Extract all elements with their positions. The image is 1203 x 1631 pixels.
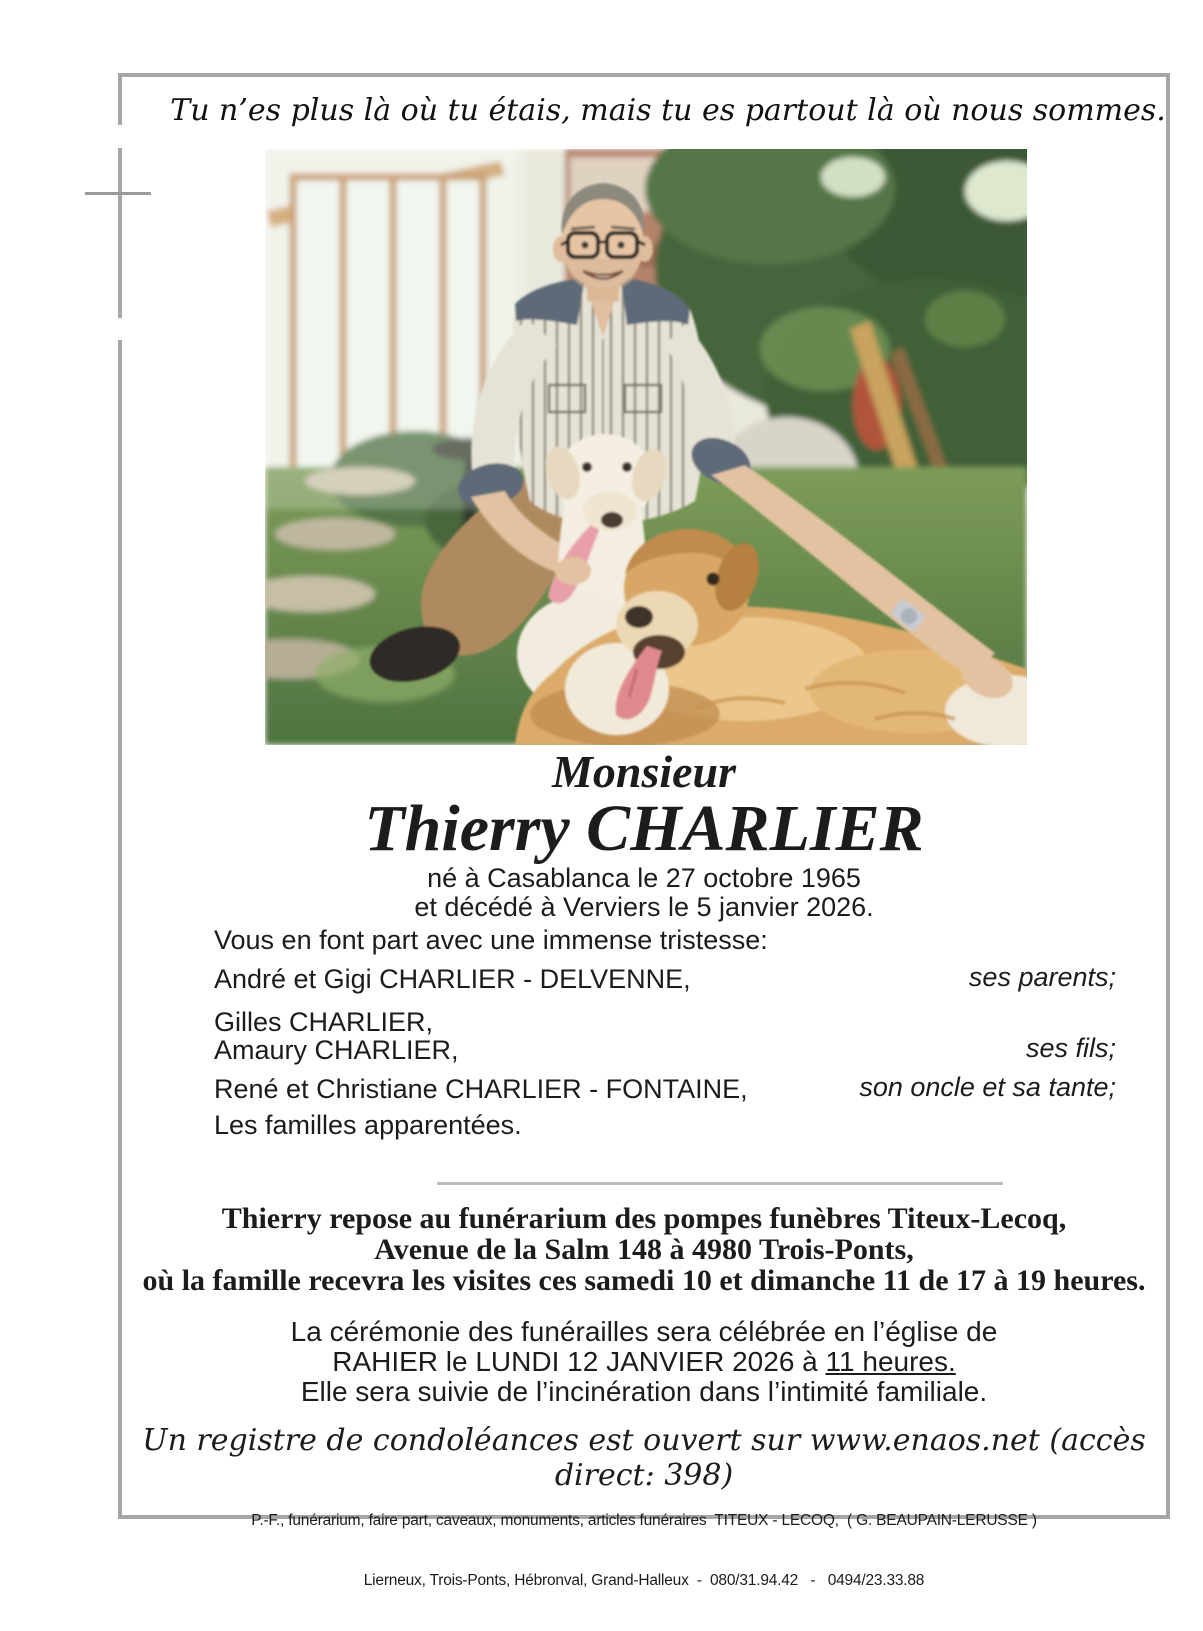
mourner-names: René et Christiane CHARLIER - FONTAINE, xyxy=(214,1074,748,1104)
ceremony-time-underlined: 11 heures. xyxy=(825,1346,956,1377)
announcement-intro: Vous en font part avec une immense tristesse: xyxy=(214,925,768,955)
family-closing: Les familles apparentées. xyxy=(214,1110,522,1140)
footer-line: P.-F., funérarium, faire part, caveaux, monuments, articles funéraires TITEUX - LECOQ, ( G. BEAUPAIN-LERUSSE ) xyxy=(251,1512,1037,1529)
section-divider xyxy=(437,1182,1003,1185)
mourner-names: Gilles CHARLIER, Amaury CHARLIER, xyxy=(214,1007,459,1065)
mourner-relation: ses parents; xyxy=(968,962,1116,992)
wake-line: Avenue de la Salm 148 à 4980 Trois-Ponts, xyxy=(374,1233,914,1266)
birth-line: né à Casablanca le 27 octobre 1965 xyxy=(427,863,861,893)
left-border-gap xyxy=(114,125,126,148)
ceremony-line: Elle sera suivie de l’incinération dans l’intimité familiale. xyxy=(300,1376,988,1407)
ceremony-line: La cérémonie des funérailles sera célébrée en l’église de xyxy=(290,1316,998,1347)
ceremony-info xyxy=(122,1317,1166,1407)
wake-line: où la famille recevra les visites ces samedi 10 et dimanche 11 de 17 à 19 heures. xyxy=(142,1264,1146,1297)
mourner-relation: ses fils; xyxy=(1025,1033,1116,1063)
footer-line: Lierneux, Trois-Ponts, Hébronval, Grand-Halleux - 080/31.94.42 - 0494/23.33.88 xyxy=(363,1572,925,1589)
mourner-names: André et Gigi CHARLIER - DELVENNE, xyxy=(214,964,691,994)
condolence-register-line: Un registre de condoléances est ouvert sur www.enaos.net (accès direct: 398) xyxy=(142,1423,1146,1493)
memorial-quote: Tu n’es plus là où tu étais, mais tu es partout là où nous sommes. xyxy=(170,93,1166,128)
mourner-row xyxy=(214,1072,1116,1103)
ceremony-line: RAHIER le LUNDI 12 JANVIER 2026 à 11 heures. xyxy=(332,1346,956,1377)
funeral-home-footer xyxy=(122,1471,1166,1631)
crop-mark xyxy=(85,192,151,195)
mourner-relation: son oncle et sa tante; xyxy=(859,1072,1116,1102)
left-border-gap xyxy=(114,318,126,340)
portrait-photo xyxy=(265,149,1027,745)
deceased-title: Monsieur xyxy=(551,746,737,797)
deceased-name: Thierry CHARLIER xyxy=(364,792,924,865)
mourner-row xyxy=(214,1008,1116,1064)
wake-line: Thierry repose au funérarium des pompes funèbres Titeux-Lecoq, xyxy=(221,1202,1067,1235)
wake-info xyxy=(122,1203,1166,1296)
mourner-row xyxy=(214,962,1116,993)
death-line: et décédé à Verviers le 5 janvier 2026. xyxy=(414,892,874,922)
garden-portrait-illustration xyxy=(265,149,1027,745)
memorial-card xyxy=(118,73,1170,1589)
